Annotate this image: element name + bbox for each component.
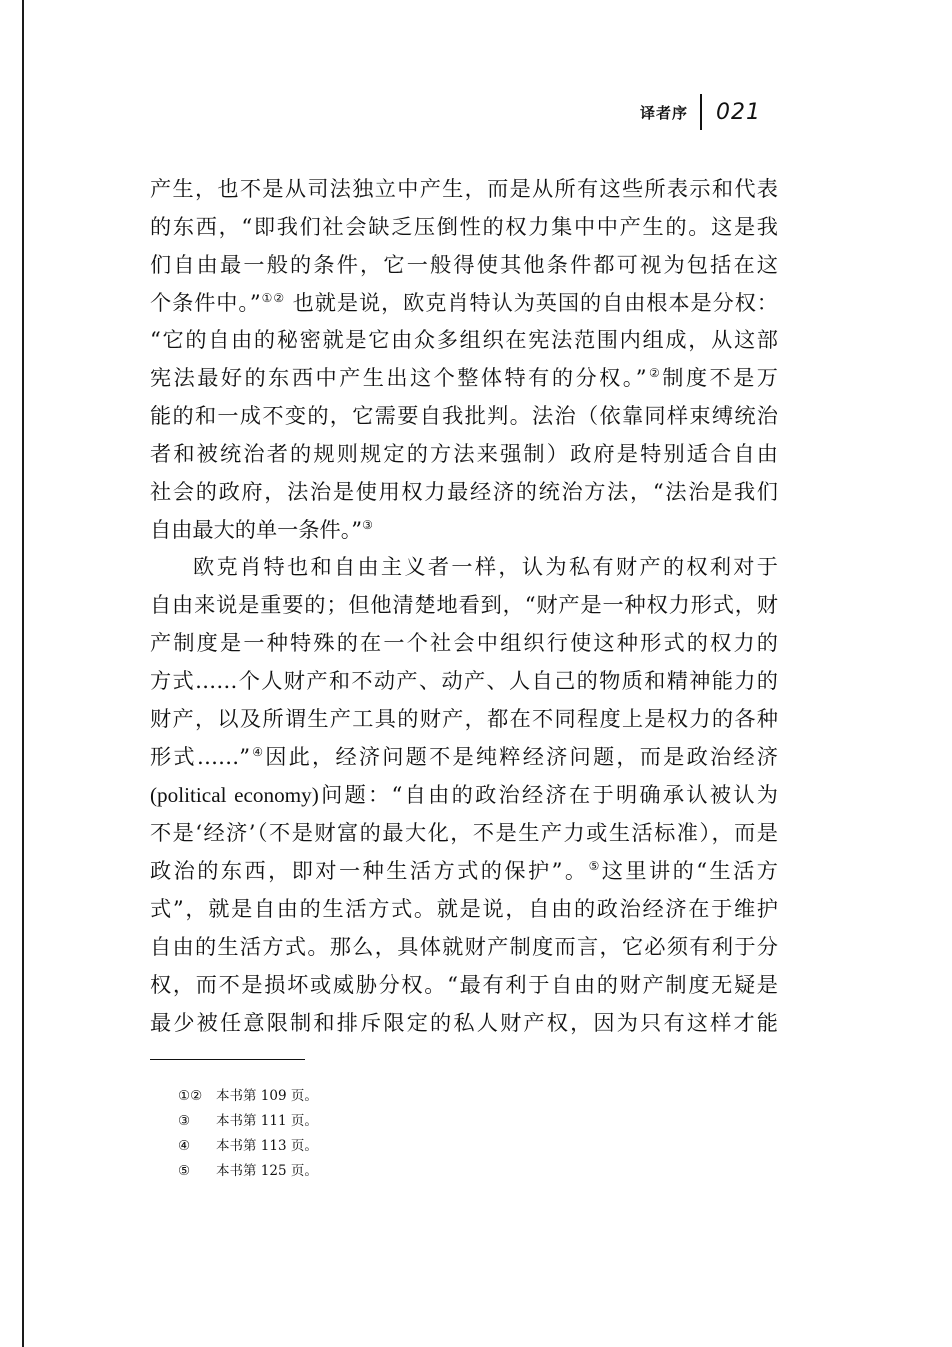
footnote-rule [150, 1059, 305, 1060]
text-line [150, 738, 778, 776]
text-line: 产生，也不是从司法独立中产生，而是从所有这些所表示和代表 [150, 176, 778, 201]
binding-edge [22, 0, 24, 1347]
text-line: 不是‘经济’（不是财富的最大化，不是生产力或生活标准），而是 [150, 820, 778, 846]
footnote-ref[interactable]: ② [273, 290, 286, 305]
text-line: 最少被任意限制和排斥限定的私人财产权，因为只有这样才能 [150, 1009, 778, 1035]
text-line [150, 284, 778, 322]
text-line: “它的自由的秘密就是它由众多组织在宪法范围内组成，从这部 [150, 327, 778, 353]
footnote-text: 本书第 111 页。 [216, 1113, 318, 1129]
footnote-mark: ①② [178, 1088, 203, 1104]
text-segment: (political economy) [150, 782, 319, 807]
text-segment: 宪法最好的东西中产生出这个整体特有的分权。” [150, 365, 647, 391]
page-number: 021 [716, 99, 762, 125]
paragraph-1 [150, 170, 778, 548]
text-line: 财产，以及所谓生产工具的财产，都在不同程度上是权力的各种 [150, 705, 778, 731]
text-line: 权，而不是损坏或威胁分权。“最有利于自由的财产制度无疑是 [150, 971, 778, 997]
paragraph-2 [150, 548, 778, 1041]
footnote-mark: ④ [178, 1138, 191, 1154]
text-segment: 政治的东西，即对一种生活方式的保护”。 [150, 858, 589, 884]
text-segment: 个条件中。” [150, 289, 261, 315]
text-segment: 这里讲的“生活方 [601, 858, 778, 884]
footnote-mark: ⑤ [178, 1163, 191, 1179]
body-text [150, 170, 778, 1041]
text-line: 式”，就是自由的生活方式。就是说，自由的政治经济在于维护 [150, 896, 778, 922]
text-line [150, 776, 778, 815]
footnote [178, 1134, 318, 1159]
text-line: 社会的政府，法治是使用权力最经济的统治方法，“法治是我们 [150, 478, 778, 504]
text-line [150, 511, 778, 549]
text-segment: 问题：“自由的政治经济在于明确承认被认为 [318, 781, 778, 807]
footnote [178, 1109, 318, 1134]
footnote [178, 1084, 318, 1109]
footnote-ref[interactable]: ⑤ [588, 859, 602, 874]
text-segment: 因此，经济问题不是纯粹经济问题，而是政治经济 [265, 743, 778, 769]
footnote-ref[interactable]: ② [646, 366, 663, 381]
text-line: 欧克肖特也和自由主义者一样，认为私有财产的权利对于 [193, 554, 778, 580]
text-line: 自由的生活方式。那么，具体就财产制度而言，它必须有利于分 [150, 933, 778, 959]
footnote-ref[interactable]: ① [260, 290, 274, 305]
header-title: 译者序 [640, 103, 689, 122]
footnote-text: 本书第 109 页。 [216, 1088, 318, 1104]
text-line: 能的和一成不变的，它需要自我批判。法治（依靠同样束缚统治 [150, 403, 778, 429]
footnotes [178, 1084, 318, 1184]
text-line [150, 359, 778, 397]
footnote-ref[interactable]: ③ [362, 517, 373, 532]
text-line: 们自由最一般的条件，它一般得使其他条件都可视为包括在这 [150, 251, 778, 277]
footnote-ref[interactable]: ④ [250, 744, 266, 759]
running-header [640, 92, 761, 132]
text-segment: 制度不是万 [662, 365, 778, 391]
text-line: 的东西，“即我们社会缺乏压倒性的权力集中中产生的。这是我 [150, 213, 778, 239]
text-line: 方式……个人财产和不动产、动产、人自己的物质和精神能力的 [150, 667, 778, 693]
footnote [178, 1159, 318, 1184]
text-segment: 也就是说，欧克肖特认为英国的自由根本是分权： [292, 289, 778, 315]
footnote-text: 本书第 113 页。 [216, 1138, 318, 1154]
text-line [150, 852, 778, 890]
text-segment: 自由最大的单一条件。” [150, 516, 363, 542]
text-line: 者和被统治者的规则规定的方法来强制）政府是特别适合自由 [150, 440, 778, 466]
text-line: 自由来说是重要的；但他清楚地看到，“财产是一种权力形式，财 [150, 592, 778, 618]
header-separator [700, 94, 702, 130]
footnote-text: 本书第 125 页。 [216, 1163, 318, 1179]
footnote-mark: ③ [178, 1113, 191, 1129]
text-segment: 形式……” [150, 743, 251, 769]
text-line: 产制度是一种特殊的在一个社会中组织行使这种形式的权力的 [150, 630, 778, 656]
